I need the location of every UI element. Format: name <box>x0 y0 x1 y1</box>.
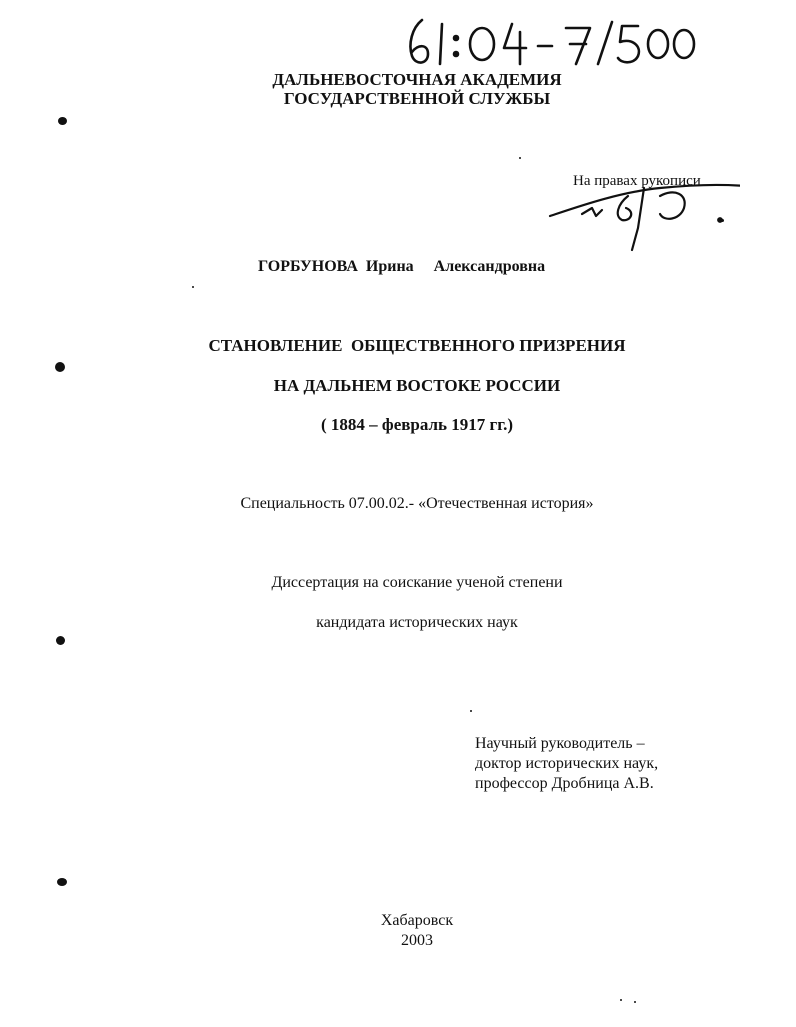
scan-mark <box>58 117 67 125</box>
dissertation-period: ( 1884 – февраль 1917 гг.) <box>321 415 513 434</box>
scan-mark <box>620 999 622 1001</box>
handwritten-archive-code <box>400 14 700 69</box>
dissertation-title-line-1: СТАНОВЛЕНИЕ ОБЩЕСТВЕННОГО ПРИЗРЕНИЯ <box>208 336 626 355</box>
institution-name <box>0 70 796 108</box>
institution-line-1: ДАЛЬНЕВОСТОЧНАЯ АКАДЕМИЯ <box>272 70 562 89</box>
scan-mark <box>55 362 65 372</box>
specialty: Специальность 07.00.02.- «Отечественная история» <box>240 495 594 512</box>
supervisor-line-1: Научный руководитель – <box>475 735 645 752</box>
scan-mark <box>470 710 472 712</box>
scan-mark <box>721 219 724 222</box>
author-patronymic: Александровна <box>433 258 546 275</box>
degree-line-2: кандидата исторических наук <box>316 614 518 631</box>
supervisor-line-3: профессор Дробница А.В. <box>475 775 654 792</box>
supervisor-block <box>475 734 695 794</box>
author-surname: ГОРБУНОВА <box>258 258 358 275</box>
place-and-year <box>0 911 796 951</box>
scan-mark <box>519 157 521 159</box>
author-first-name: Ирина <box>365 258 414 275</box>
author-name <box>258 258 545 276</box>
scan-mark <box>634 1001 636 1003</box>
institution-line-2: ГОСУДАРСТВЕННОЙ СЛУЖБЫ <box>283 89 551 108</box>
scan-mark <box>56 636 65 645</box>
city: Хабаровск <box>380 912 454 929</box>
supervisor-line-2: доктор исторических наук, <box>475 755 659 772</box>
year: 2003 <box>401 932 433 949</box>
degree-line-1: Диссертация на соискание ученой степени <box>271 574 563 591</box>
scan-mark <box>192 286 194 288</box>
scan-mark <box>57 878 67 886</box>
rights-note: На правах рукописи <box>573 173 701 189</box>
signature <box>540 180 740 255</box>
dissertation-title-line-2: НА ДАЛЬНЕМ ВОСТОКЕ РОССИИ <box>273 376 561 395</box>
